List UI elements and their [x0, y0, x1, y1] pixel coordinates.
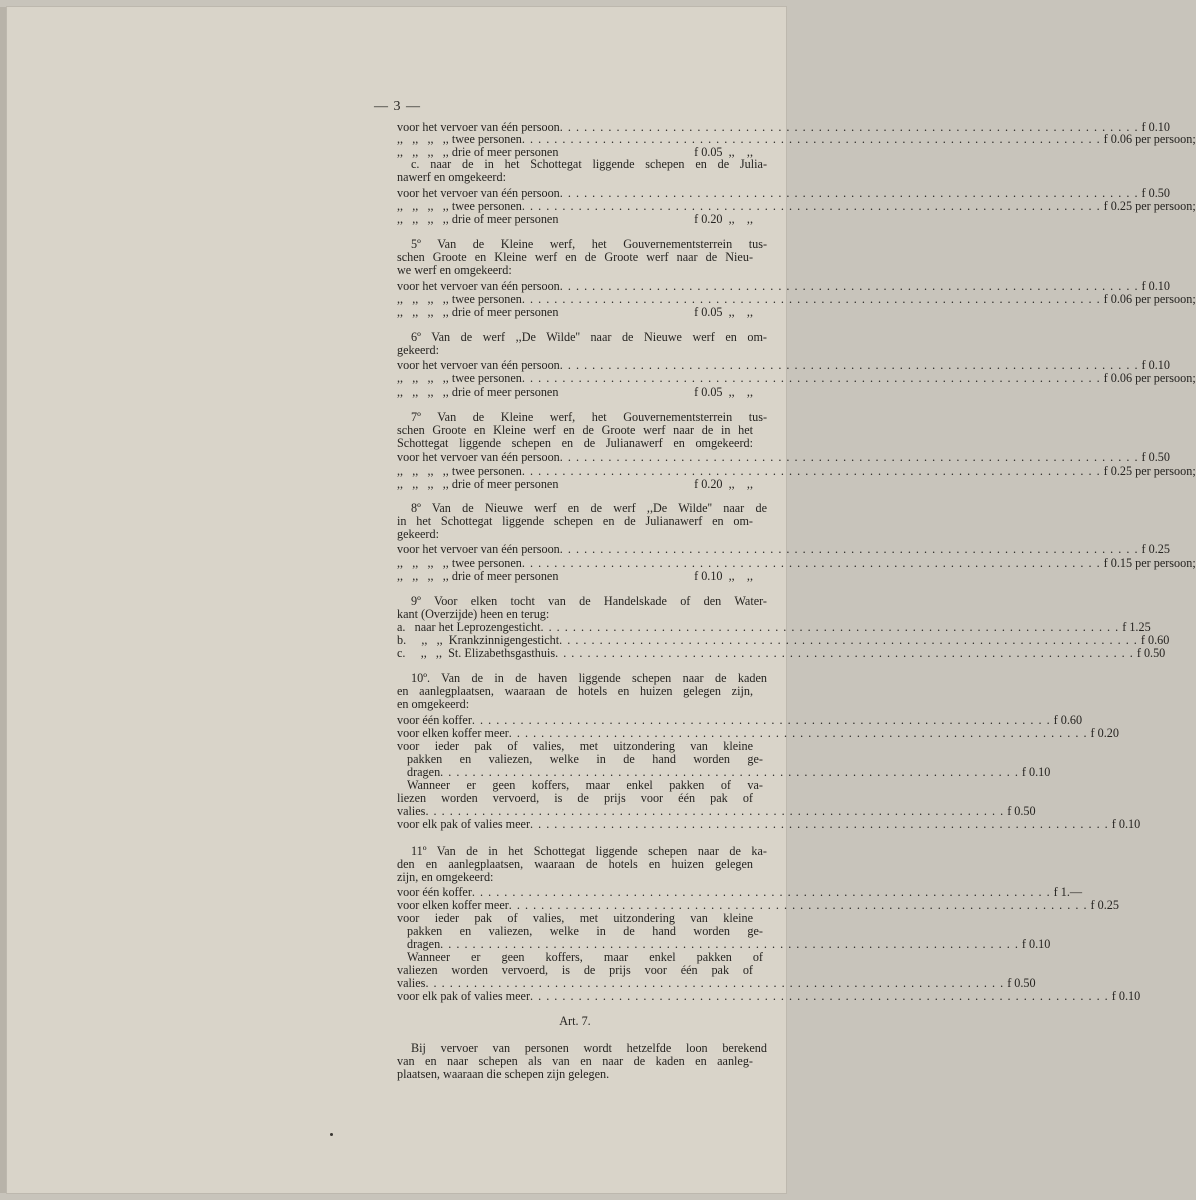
text-line: van en naar schepen als van en naar de kaden en aanleg- — [397, 1054, 753, 1068]
tariff-line — [397, 989, 1141, 1003]
tariff-line — [397, 542, 1170, 556]
dot-leader: . . . . . . . . . . . . . . . . . . . . . . . . . . . . . . . . . . . . . . . . . . . . . . . . . . . . . . . . . . . . . . . . . . . . . . . . — [559, 186, 1139, 200]
line-text: ,, ,, ,, ,, twee personen — [397, 371, 522, 385]
tariff-amount: f 1.25 — [1119, 620, 1151, 634]
line-text: dragen — [407, 937, 441, 951]
tariff-amount: f 0.50 — [1133, 646, 1166, 660]
text-line: 11º Van de in het Schottegat liggende schepen naar de ka- — [411, 844, 767, 858]
text-line: Schottegat liggende schepen en de Julianawerf en omgekeerd: — [397, 436, 753, 450]
line-text: voor het vervoer van één persoon — [397, 358, 560, 372]
dot-leader: . . . . . . . . . . . . . . . . . . . . . . . . . . . . . . . . . . . . . . . . . . . . . . . . . . . . . . . . . . . . . . . . . . . . . . . . — [530, 817, 1109, 831]
text-line: den en aanlegplaatsen, waaraan de hotels en huizen gelegen — [397, 857, 753, 871]
dot-leader: . . . . . . . . . . . . . . . . . . . . . . . . . . . . . . . . . . . . . . . . . . . . . . . . . . . . . . . . . . . . . . . . . . . . . . . . — [555, 646, 1134, 660]
tariff-line — [397, 898, 1119, 912]
line-text: voor het vervoer van één persoon — [397, 542, 560, 556]
line-text: voor het vervoer van één persoon — [397, 186, 560, 200]
dot-leader: . . . . . . . . . . . . . . . . . . . . . . . . . . . . . . . . . . . . . . . . . . . . . . . . . . . . . . . . . . . . . . . . . . . . . . . . — [508, 898, 1088, 912]
tariff-line — [397, 186, 1170, 200]
dot-leader: . . . . . . . . . . . . . . . . . . . . . . . . . . . . . . . . . . . . . . . . . . . . . . . . . . . . . . . . . . . . . . . . . . . . . . . . — [559, 120, 1139, 134]
text-line: en omgekeerd: — [397, 697, 470, 711]
text-line: Wanneer er geen koffers, maar enkel pakken of va- — [407, 778, 763, 792]
ink-speck — [330, 1133, 333, 1136]
text-line: zijn, en omgekeerd: — [397, 870, 494, 884]
tariff-amount: f 0.10 — [1138, 120, 1170, 134]
dot-leader: . . . . . . . . . . . . . . . . . . . . . . . . . . . . . . . . . . . . . . . . . . . . . . . . . . . . . . . . . . . . . . . . . . . . . . . . — [521, 199, 1101, 213]
dot-leader: . . . . . . . . . . . . . . . . . . . . . . . . . . . . . . . . . . . . . . . . . . . . . . . . . . . . . . . . . . . . . . . . . . . . . . . . — [559, 542, 1139, 556]
dot-leader: . . . . . . . . . . . . . . . . . . . . . . . . . . . . . . . . . . . . . . . . . . . . . . . . . . . . . . . . . . . . . . . . . . . . . . . . — [540, 620, 1120, 634]
line-text: ,, ,, ,, ,, twee personen — [397, 132, 522, 146]
line-text: voor elken koffer meer — [397, 726, 509, 740]
tariff-amount: f 0.05 ,, ,, — [691, 305, 753, 319]
line-text: ,, ,, ,, ,, twee personen — [397, 292, 522, 306]
dot-leader: . . . . . . . . . . . . . . . . . . . . . . . . . . . . . . . . . . . . . . . . . . . . . . . . . . . . . . . . . . . . . . . . . . . . . . . . — [425, 804, 1005, 818]
tariff-line — [397, 371, 1196, 385]
tariff-amount: f 0.06 per persoon; — [1100, 132, 1196, 146]
line-text: voor het vervoer van één persoon — [397, 279, 560, 293]
text-line: 8º Van de Nieuwe werf en de werf ,,De Wilde'' naar de — [411, 501, 767, 515]
line-text: ,, ,, ,, ,, drie of meer personen — [397, 385, 559, 399]
text-line: schen Groote en Kleine werf en de Groote werf naar de in het — [397, 423, 753, 437]
line-text: ,, ,, ,, ,, drie of meer personen — [397, 305, 559, 319]
tariff-line — [397, 556, 1196, 570]
text-line: pakken en valiezen, welke in de hand worden ge- — [407, 752, 763, 766]
text-line: Bij vervoer van personen wordt hetzelfde loon berekend — [411, 1041, 767, 1055]
line-text: ,, ,, ,, ,, drie of meer personen — [397, 212, 559, 226]
line-text: valies — [397, 976, 426, 990]
tariff-line — [397, 765, 1051, 779]
line-text: a. naar het Leprozengesticht — [397, 620, 541, 634]
tariff-line — [397, 726, 1119, 740]
text-line: gekeerd: — [397, 343, 439, 357]
tariff-amount: f 0.50 — [1004, 976, 1036, 990]
text-line: 10º. Van de in de haven liggende schepen naar de kaden — [411, 671, 767, 685]
tariff-line — [397, 386, 753, 398]
tariff-amount: f 0.50 — [1138, 186, 1170, 200]
text-line: kant (Overzijde) heen en terug: — [397, 607, 550, 621]
dot-leader: . . . . . . . . . . . . . . . . . . . . . . . . . . . . . . . . . . . . . . . . . . . . . . . . . . . . . . . . . . . . . . . . . . . . . . . . — [521, 292, 1101, 306]
dot-leader: . . . . . . . . . . . . . . . . . . . . . . . . . . . . . . . . . . . . . . . . . . . . . . . . . . . . . . . . . . . . . . . . . . . . . . . . — [521, 556, 1101, 570]
line-text: dragen — [407, 765, 441, 779]
text-line: valiezen worden vervoerd, is de prijs voor één pak of — [397, 963, 753, 977]
tariff-line — [397, 620, 1151, 634]
line-text: voor één koffer — [397, 885, 472, 899]
tariff-line — [397, 976, 1036, 990]
line-text: ,, ,, ,, ,, twee personen — [397, 556, 522, 570]
line-text: ,, ,, ,, ,, drie of meer personen — [397, 477, 559, 491]
dot-leader: . . . . . . . . . . . . . . . . . . . . . . . . . . . . . . . . . . . . . . . . . . . . . . . . . . . . . . . . . . . . . . . . . . . . . . . . — [559, 279, 1139, 293]
tariff-amount: f 0.25 per persoon; — [1100, 199, 1196, 213]
tariff-amount: f 0.50 — [1138, 450, 1170, 464]
text-line: Wanneer er geen koffers, maar enkel pakken of — [407, 950, 763, 964]
tariff-amount: f 0.60 — [1137, 633, 1170, 647]
tariff-line — [397, 817, 1141, 831]
tariff-amount: f 0.05 ,, ,, — [691, 145, 753, 159]
line-text: voor elk pak of valies meer — [397, 817, 530, 831]
line-text: voor elken koffer meer — [397, 898, 509, 912]
tariff-line — [397, 713, 1083, 727]
line-text: ,, ,, ,, ,, drie of meer personen — [397, 569, 559, 583]
dot-leader: . . . . . . . . . . . . . . . . . . . . . . . . . . . . . . . . . . . . . . . . . . . . . . . . . . . . . . . . . . . . . . . . . . . . . . . . — [521, 371, 1101, 385]
binding-edge — [0, 7, 7, 1193]
tariff-amount: f 0.10 — [1138, 279, 1170, 293]
tariff-line — [397, 358, 1170, 372]
line-text: voor het vervoer van één persoon — [397, 450, 560, 464]
text-line: 9º Voor elken tocht van de Handelskade of den Water- — [411, 594, 767, 608]
tariff-line — [397, 450, 1170, 464]
line-text: c. ,, ,, St. Elizabethsgasthuis — [397, 646, 556, 660]
dot-leader: . . . . . . . . . . . . . . . . . . . . . . . . . . . . . . . . . . . . . . . . . . . . . . . . . . . . . . . . . . . . . . . . . . . . . . . . — [559, 358, 1139, 372]
text-line: we werf en omgekeerd: — [397, 263, 512, 277]
tariff-amount: f 0.20 ,, ,, — [691, 477, 753, 491]
tariff-amount: f 0.15 per persoon; — [1100, 556, 1196, 570]
dot-leader: . . . . . . . . . . . . . . . . . . . . . . . . . . . . . . . . . . . . . . . . . . . . . . . . . . . . . . . . . . . . . . . . . . . . . . . . — [471, 885, 1051, 899]
dot-leader: . . . . . . . . . . . . . . . . . . . . . . . . . . . . . . . . . . . . . . . . . . . . . . . . . . . . . . . . . . . . . . . . . . . . . . . . — [559, 633, 1138, 647]
text-line: gekeerd: — [397, 527, 439, 541]
text-line: schen Groote en Kleine werf en de Groote werf naar de Nieu- — [397, 250, 753, 264]
dot-leader: . . . . . . . . . . . . . . . . . . . . . . . . . . . . . . . . . . . . . . . . . . . . . . . . . . . . . . . . . . . . . . . . . . . . . . . . — [440, 937, 1019, 951]
text-line: liezen worden vervoerd, is de prijs voor één pak of — [397, 791, 753, 805]
tariff-amount: f 0.50 — [1004, 804, 1036, 818]
tariff-amount: f 0.20 — [1087, 726, 1119, 740]
tariff-amount: f 0.05 ,, ,, — [691, 385, 753, 399]
dot-leader: . . . . . . . . . . . . . . . . . . . . . . . . . . . . . . . . . . . . . . . . . . . . . . . . . . . . . . . . . . . . . . . . . . . . . . . . — [530, 989, 1109, 1003]
dot-leader: . . . . . . . . . . . . . . . . . . . . . . . . . . . . . . . . . . . . . . . . . . . . . . . . . . . . . . . . . . . . . . . . . . . . . . . . — [471, 713, 1051, 727]
tariff-line — [397, 885, 1083, 899]
line-text: b. ,, ,, Krankzinnigengesticht — [397, 633, 560, 647]
tariff-line — [397, 646, 1166, 660]
tariff-amount: f 0.25 — [1138, 542, 1170, 556]
text-line: 7º Van de Kleine werf, het Gouvernementsterrein tus- — [411, 410, 767, 424]
tariff-amount: f 0.25 — [1087, 898, 1119, 912]
text-line: voor ieder pak of valies, met uitzondering van kleine — [397, 911, 753, 925]
dot-leader: . . . . . . . . . . . . . . . . . . . . . . . . . . . . . . . . . . . . . . . . . . . . . . . . . . . . . . . . . . . . . . . . . . . . . . . . — [521, 464, 1101, 478]
line-text: valies — [397, 804, 426, 818]
tariff-amount: f 0.10 ,, ,, — [691, 569, 753, 583]
dot-leader: . . . . . . . . . . . . . . . . . . . . . . . . . . . . . . . . . . . . . . . . . . . . . . . . . . . . . . . . . . . . . . . . . . . . . . . . — [440, 765, 1019, 779]
tariff-amount: f 0.25 per persoon; — [1100, 464, 1196, 478]
tariff-line — [397, 199, 1196, 213]
page-number: — 3 — — [374, 99, 421, 114]
tariff-amount: f 1.— — [1050, 885, 1083, 899]
tariff-line — [397, 213, 753, 225]
tariff-amount: f 0.10 — [1018, 765, 1051, 779]
tariff-line — [397, 937, 1051, 951]
text-line: in het Schottegat liggende schepen en de Julianawerf en om- — [397, 514, 753, 528]
article-heading: Art. 7. — [559, 1014, 591, 1028]
tariff-line — [397, 570, 753, 582]
text-line: plaatsen, waaraan die schepen zijn gelegen. — [397, 1067, 610, 1081]
tariff-amount: f 0.06 per persoon; — [1100, 371, 1196, 385]
dot-leader: . . . . . . . . . . . . . . . . . . . . . . . . . . . . . . . . . . . . . . . . . . . . . . . . . . . . . . . . . . . . . . . . . . . . . . . . — [425, 976, 1005, 990]
text-line: 6º Van de werf ,,De Wilde'' naar de Nieuwe werf en om- — [411, 330, 767, 344]
tariff-amount: f 0.10 — [1108, 989, 1141, 1003]
tariff-line — [397, 292, 1196, 306]
text-line: voor ieder pak of valies, met uitzondering van kleine — [397, 739, 753, 753]
tariff-amount: f 0.20 ,, ,, — [691, 212, 753, 226]
line-text: ,, ,, ,, ,, drie of meer personen — [397, 145, 559, 159]
tariff-line — [397, 464, 1196, 478]
text-line: 5º Van de Kleine werf, het Gouvernementsterrein tus- — [411, 237, 767, 251]
tariff-amount: f 0.60 — [1050, 713, 1083, 727]
line-text: ,, ,, ,, ,, twee personen — [397, 464, 522, 478]
text-line: en aanlegplaatsen, waaraan de hotels en huizen gelegen zijn, — [397, 684, 753, 698]
tariff-line — [397, 478, 753, 490]
tariff-line — [397, 633, 1170, 647]
text-line: pakken en valiezen, welke in de hand worden ge- — [407, 924, 763, 938]
line-text: ,, ,, ,, ,, twee personen — [397, 199, 522, 213]
tariff-amount: f 0.10 — [1018, 937, 1051, 951]
line-text: voor één koffer — [397, 713, 472, 727]
dot-leader: . . . . . . . . . . . . . . . . . . . . . . . . . . . . . . . . . . . . . . . . . . . . . . . . . . . . . . . . . . . . . . . . . . . . . . . . — [521, 132, 1101, 146]
dot-leader: . . . . . . . . . . . . . . . . . . . . . . . . . . . . . . . . . . . . . . . . . . . . . . . . . . . . . . . . . . . . . . . . . . . . . . . . — [559, 450, 1139, 464]
line-text: voor elk pak of valies meer — [397, 989, 530, 1003]
text-line: c. naar de in het Schottegat liggende schepen en de Julia- — [411, 157, 767, 171]
dot-leader: . . . . . . . . . . . . . . . . . . . . . . . . . . . . . . . . . . . . . . . . . . . . . . . . . . . . . . . . . . . . . . . . . . . . . . . . — [508, 726, 1088, 740]
tariff-line — [397, 279, 1170, 293]
tariff-line — [397, 804, 1036, 818]
tariff-line — [397, 306, 753, 318]
tariff-amount: f 0.10 — [1108, 817, 1141, 831]
text-line: nawerf en omgekeerd: — [397, 170, 506, 184]
tariff-amount: f 0.10 — [1138, 358, 1170, 372]
line-text: voor het vervoer van één persoon — [397, 120, 560, 134]
tariff-line — [397, 132, 1196, 146]
tariff-amount: f 0.06 per persoon; — [1100, 292, 1196, 306]
